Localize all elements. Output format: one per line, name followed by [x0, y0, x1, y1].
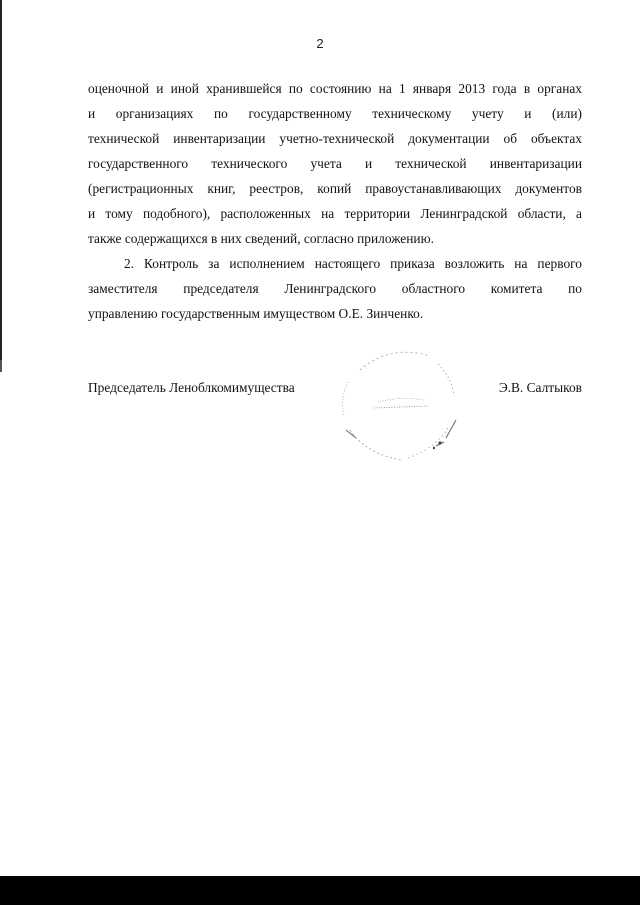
- paragraph-line: (регистрационных книг, реестров, копий правоустанавливающих документов: [88, 181, 582, 196]
- scan-margin-mark: [0, 360, 2, 372]
- page-number: 2: [316, 36, 324, 51]
- paragraph-line: государственного технического учета и технической инвентаризации: [88, 156, 582, 171]
- paragraph-line: и тому подобного), расположенных на территории Ленинградской области, а: [88, 206, 582, 221]
- paragraph-line: и организациях по государственному техническому учету и (или): [88, 106, 582, 121]
- official-stamp-seal: [330, 338, 470, 468]
- paragraph-2: [88, 251, 582, 326]
- paragraph-line: управлению государственным имуществом О.Е. Зинченко.: [88, 306, 424, 321]
- signatory-title: Председатель Леноблкомимущества: [88, 380, 295, 395]
- paragraph-line: оценочной и иной хранившейся по состоянию на 1 января 2013 года в органах: [88, 81, 582, 96]
- scan-left-edge: [0, 0, 2, 372]
- paragraph-1: [88, 76, 582, 251]
- signatory-name: Э.В. Салтыков: [498, 380, 582, 395]
- signature-row: [88, 380, 582, 400]
- paragraph-line: также содержащихся в них сведений, согласно приложению.: [88, 231, 434, 246]
- paragraph-line: 2. Контроль за исполнением настоящего приказа возложить на первого: [124, 256, 582, 271]
- paragraph-line: технической инвентаризации учетно-технической документации об объектах: [88, 131, 582, 146]
- paragraph-line: заместителя председателя Ленинградского областного комитета по: [88, 281, 582, 296]
- scan-bottom-bar: [0, 876, 640, 905]
